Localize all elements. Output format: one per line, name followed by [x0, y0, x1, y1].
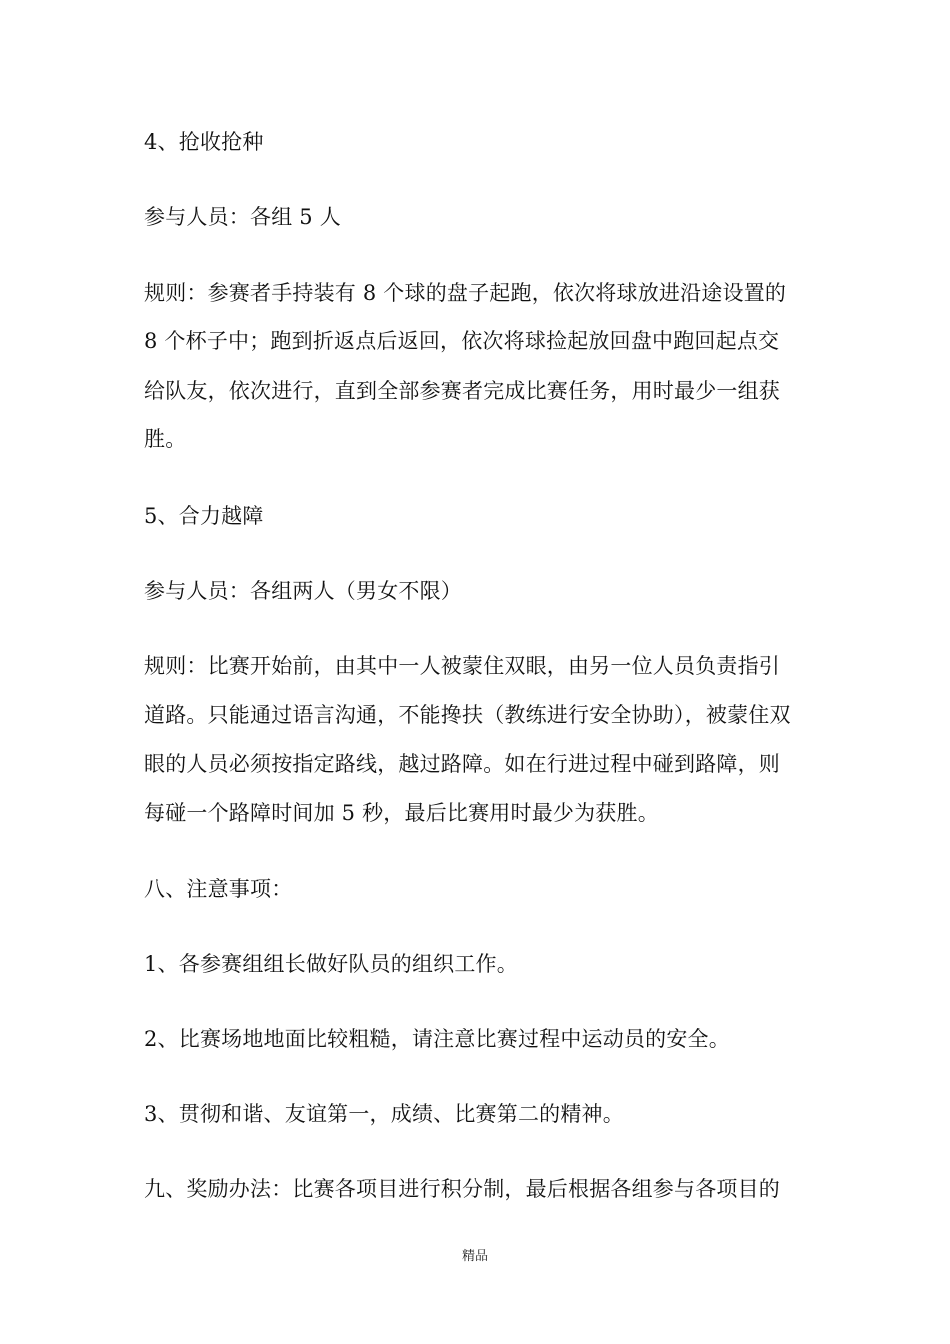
page-footer: 精品	[461, 1249, 488, 1264]
notes-heading: 八、注意事项：	[144, 877, 293, 901]
section-5-heading: 5、合力越障	[144, 504, 264, 528]
section-5-rule-line: 道路。只能通过语言沟通，不能搀扶（教练进行安全协助），被蒙住双	[144, 703, 791, 727]
section-5-rule-line: 眼的人员必须按指定路线，越过路障。如在行进过程中碰到路障，则	[144, 752, 780, 776]
section-5-rule-line: 规则：比赛开始前，由其中一人被蒙住双眼，由另一位人员负责指引	[144, 654, 780, 678]
section-4-rule-line: 8 个杯子中；跑到折返点后返回，依次将球捡起放回盘中跑回起点交	[144, 329, 780, 353]
section-4-heading: 4、抢收抢种	[144, 130, 264, 154]
notes-item: 1、各参赛组组长做好队员的组织工作。	[144, 952, 518, 976]
section-5-rule-line: 每碰一个路障时间加 5 秒，最后比赛用时最少为获胜。	[144, 801, 659, 825]
section-4-participants: 参与人员：各组 5 人	[144, 205, 341, 229]
notes-item: 2、比赛场地地面比较粗糙，请注意比赛过程中运动员的安全。	[144, 1027, 730, 1051]
section-4-rule-line: 规则：参赛者手持装有 8 个球的盘子起跑，依次将球放进沿途设置的	[144, 281, 787, 305]
reward-line: 九、奖励办法：比赛各项目进行积分制，最后根据各组参与各项目的	[144, 1177, 780, 1201]
notes-item: 3、贯彻和谐、友谊第一，成绩、比赛第二的精神。	[144, 1102, 624, 1126]
section-4-rule-line: 胜。	[144, 427, 187, 451]
section-5-participants: 参与人员：各组两人（男女不限）	[144, 579, 462, 603]
section-4-rule-line: 给队友，依次进行，直到全部参赛者完成比赛任务，用时最少一组获	[144, 379, 780, 403]
